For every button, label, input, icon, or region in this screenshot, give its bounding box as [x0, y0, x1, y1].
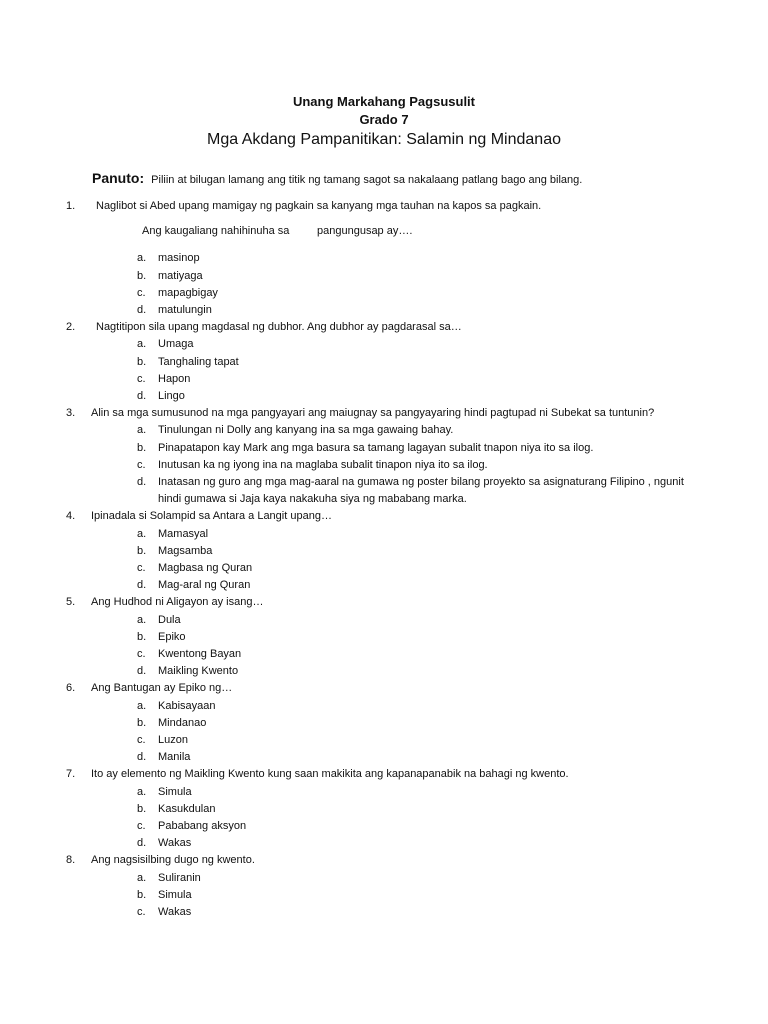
question-text: Alin sa mga sumusunod na mga pangyayari ang maiugnay sa pangyayaring hindi pagtupad ni Subekat sa tuntunin? [91, 407, 655, 420]
question-prompt-part: pangungusap ay…. [317, 225, 413, 238]
answer-option[interactable] [0, 749, 768, 766]
answer-option[interactable] [0, 715, 768, 732]
question-text: Ang Bantugan ay Epiko ng… [91, 682, 233, 695]
question-prompt [0, 223, 768, 240]
question-item [0, 680, 768, 766]
question-line [0, 852, 768, 869]
option-letter: b. [137, 269, 147, 282]
question-number: 6. [66, 682, 76, 695]
option-text: Magsamba [158, 544, 213, 557]
option-text: Lingo [158, 389, 185, 402]
option-letter: b. [137, 630, 147, 643]
answer-option[interactable] [0, 474, 768, 508]
option-text: Tanghaling tapat [158, 355, 239, 368]
answer-option[interactable] [0, 560, 768, 577]
option-text: Pinapatapon kay Mark ang mga basura sa tamang lagayan subalit tnapon niya ito sa ilog. [158, 441, 594, 454]
option-letter: b. [137, 441, 147, 454]
answer-option[interactable] [0, 835, 768, 852]
answer-option[interactable] [0, 440, 768, 457]
option-letter: b. [137, 802, 147, 815]
question-item [0, 319, 768, 405]
option-letter: a. [137, 527, 147, 540]
option-letter: b. [137, 716, 147, 729]
question-item [0, 594, 768, 680]
option-letter: b. [137, 544, 147, 557]
exam-title: Unang Markahang Pagsusulit [292, 94, 476, 109]
question-text: Nagtitipon sila upang magdasal ng dubhor. Ang dubhor ay pagdarasal sa… [96, 321, 462, 334]
answer-option[interactable] [0, 904, 768, 921]
option-text: matulungin [158, 303, 212, 316]
option-text: Wakas [158, 837, 192, 850]
question-text: Naglibot si Abed upang mamigay ng pagkain sa kanyang mga tauhan na kapos sa pagkain. [96, 200, 542, 212]
option-text: matiyaga [158, 269, 203, 282]
answer-option[interactable] [0, 646, 768, 663]
option-letter: b. [137, 355, 147, 368]
option-letter: d. [137, 751, 147, 764]
option-letter: c. [137, 733, 146, 746]
option-text: Inatasan ng guro ang mga mag-aaral na gumawa ng poster bilang proyekto sa asignaturang Filipino , ngunit hindi gumawa si Jaja kaya nakakuha siya ng mababang marka. [158, 475, 684, 506]
option-text: Kabisayaan [158, 699, 216, 712]
option-text: Inutusan ka ng iyong ina na maglaba subalit tinapon niya ito sa ilog. [158, 458, 488, 471]
option-text: Magbasa ng Quran [158, 561, 253, 574]
question-text: Ang Hudhod ni Aligayon ay isang… [91, 596, 264, 609]
option-text: Tinulungan ni Dolly ang kanyang ina sa mga gawaing bahay. [158, 424, 454, 437]
option-letter: a. [137, 338, 147, 351]
answer-option[interactable] [0, 543, 768, 560]
question-number: 4. [66, 510, 76, 523]
question-line [0, 508, 768, 525]
option-letter: a. [137, 699, 147, 712]
answer-option[interactable] [0, 801, 768, 818]
question-item [0, 766, 768, 852]
option-text: Pababang aksyon [158, 819, 247, 832]
option-text: Luzon [158, 733, 188, 746]
answer-option[interactable] [0, 250, 768, 267]
question-list [0, 198, 768, 921]
instructions-label: Panuto: [92, 170, 145, 186]
answer-option[interactable] [0, 698, 768, 715]
option-text: Epiko [158, 630, 186, 643]
question-number: 3. [66, 407, 76, 420]
option-letter: c. [137, 905, 146, 918]
option-text: Dula [158, 613, 181, 626]
question-item [0, 508, 768, 594]
option-text: Wakas [158, 905, 192, 918]
option-letter: c. [137, 819, 146, 832]
question-number: 7. [66, 768, 76, 781]
question-line [0, 594, 768, 611]
option-text: Simula [158, 888, 192, 901]
option-text: Maikling Kwento [158, 665, 239, 678]
option-letter: c. [137, 458, 146, 471]
option-text: Manila [158, 751, 191, 764]
answer-option[interactable] [0, 612, 768, 629]
option-letter: b. [137, 888, 147, 901]
option-text: Kwentong Bayan [158, 647, 242, 660]
question-item [0, 198, 768, 319]
answer-option[interactable] [0, 784, 768, 801]
option-text: masinop [158, 252, 200, 265]
option-text: Suliranin [158, 871, 201, 884]
option-letter: d. [137, 303, 147, 316]
question-line [0, 766, 768, 783]
answer-option[interactable] [0, 629, 768, 646]
question-item [0, 852, 768, 921]
grade-level: Grado 7 [359, 112, 409, 127]
answer-option[interactable] [0, 887, 768, 904]
answer-option[interactable] [0, 870, 768, 887]
question-line [0, 198, 768, 215]
exam-subtitle: Mga Akdang Pampanitikan: Salamin ng Mindanao [207, 131, 561, 148]
option-letter: c. [137, 561, 146, 574]
answer-option[interactable] [0, 732, 768, 749]
question-number: 2. [66, 321, 76, 334]
answer-option[interactable] [0, 663, 768, 680]
question-line [0, 319, 768, 336]
answer-option[interactable] [0, 302, 768, 319]
option-text: Mindanao [158, 716, 207, 729]
option-letter: a. [137, 871, 147, 884]
question-number: 8. [66, 854, 76, 867]
answer-option[interactable] [0, 388, 768, 405]
option-letter: c. [137, 372, 146, 385]
question-line [0, 405, 768, 422]
question-text: Ang nagsisilbing dugo ng kwento. [91, 854, 255, 867]
option-letter: d. [137, 665, 147, 678]
question-number: 1. [66, 200, 76, 212]
option-letter: d. [137, 837, 147, 850]
answer-option[interactable] [0, 577, 768, 594]
answer-option[interactable] [0, 354, 768, 371]
option-text: Kasukdulan [158, 802, 216, 815]
option-text: Simula [158, 785, 192, 798]
option-text: mapagbigay [158, 286, 218, 299]
answer-option[interactable] [0, 457, 768, 474]
option-text: Umaga [158, 338, 194, 351]
option-text: Hapon [158, 372, 191, 385]
answer-option[interactable] [0, 371, 768, 388]
answer-option[interactable] [0, 422, 768, 439]
option-text: Mag-aral ng Quran [158, 579, 251, 592]
option-letter: a. [137, 785, 147, 798]
question-text: Ito ay elemento ng Maikling Kwento kung saan makikita ang kapanapanabik na bahagi ng kwento. [91, 768, 569, 781]
answer-option[interactable] [0, 285, 768, 302]
answer-option[interactable] [0, 268, 768, 285]
option-letter: d. [137, 389, 147, 402]
instructions [92, 170, 582, 186]
option-letter: a. [137, 613, 147, 626]
option-letter: c. [137, 647, 146, 660]
question-prompt-part: Ang kaugaliang nahihinuha sa [142, 225, 290, 238]
instructions-text: Piliin at bilugan lamang ang titik ng tamang sagot sa nakalaang patlang bago ang bilang. [151, 174, 583, 186]
answer-option[interactable] [0, 526, 768, 543]
answer-option[interactable] [0, 818, 768, 835]
question-text: Ipinadala si Solampid sa Antara a Langit upang… [91, 510, 332, 523]
question-line [0, 680, 768, 697]
option-letter: a. [137, 424, 147, 437]
option-text: Mamasyal [158, 527, 209, 540]
option-letter: d. [137, 475, 147, 488]
option-letter: a. [137, 252, 147, 265]
question-number: 5. [66, 596, 76, 609]
option-letter: d. [137, 579, 147, 592]
question-item [0, 405, 768, 508]
answer-option[interactable] [0, 336, 768, 353]
option-letter: c. [137, 286, 146, 299]
